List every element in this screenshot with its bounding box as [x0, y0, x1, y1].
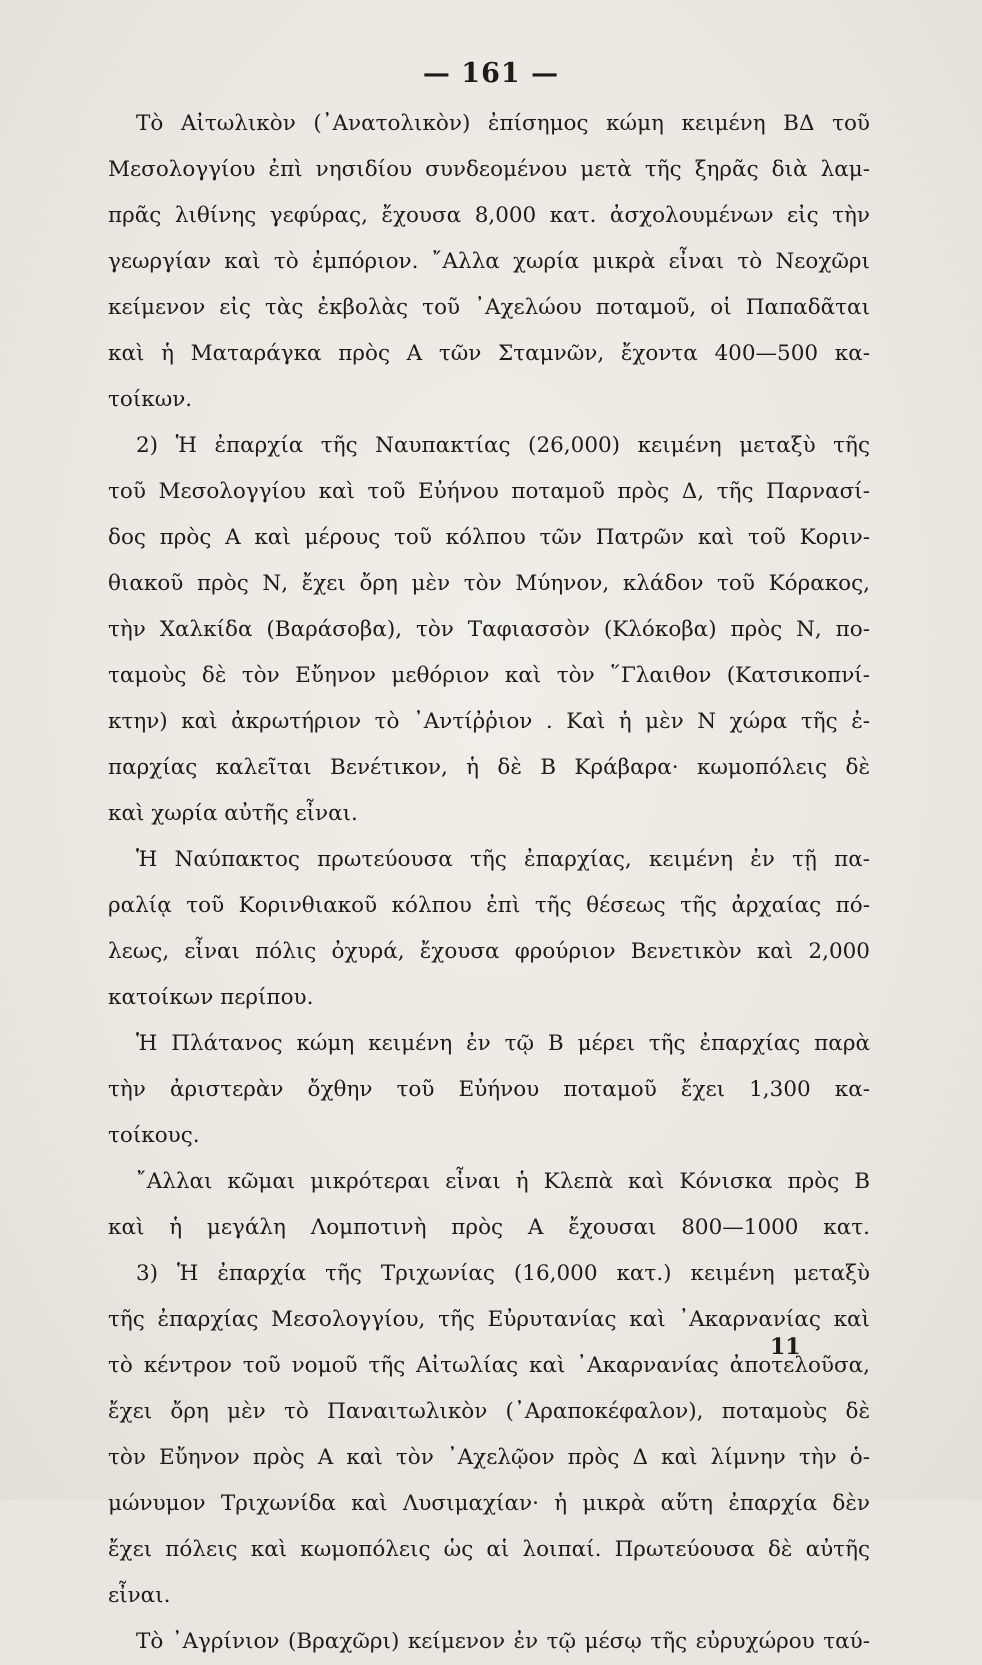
text-line: ἔχει πόλεις καὶ κωμοπόλεις ὡς αἱ λοιπαί. Πρωτεύουσα δὲ αὐτῆς: [108, 1537, 870, 1562]
text-line: λεως, εἶναι πόλις ὀχυρά, ἔχουσα φρούριον Βενετικὸν καὶ 2,000: [108, 939, 870, 964]
text-line: 3) Ἡ ἐπαρχία τῆς Τριχωνίας (16,000 κατ.) κειμένη μεταξὺ: [136, 1261, 870, 1286]
text-line: ἔχει ὄρη μὲν τὸ Παναιτωλικὸν (᾽Αραποκέφαλον), ποταμοὺς δὲ: [108, 1399, 870, 1424]
text-line: κείμενον εἰς τὰς ἐκβολὰς τοῦ ᾽Αχελώου ποταμοῦ, οἱ Παπαδᾶται: [108, 295, 870, 320]
text-line: τὸ κέντρον τοῦ νομοῦ τῆς Αἰτωλίας καὶ ᾽Ακαρνανίας ἀποτελοῦσα,: [108, 1353, 870, 1378]
text-line: δος πρὸς Α καὶ μέρους τοῦ κόλπου τῶν Πατρῶν καὶ τοῦ Κοριν-: [108, 525, 870, 550]
text-line: τὸν Εὔηνον πρὸς Α καὶ τὸν ᾽Αχελῷον πρὸς Δ καὶ λίμνην τὴν ὁ-: [108, 1445, 870, 1470]
text-line: γεωργίαν καὶ τὸ ἐμπόριον. ῎Αλλα χωρία μικρὰ εἶναι τὸ Νεοχῶρι: [108, 249, 870, 274]
text-line: ραλίᾳ τοῦ Κορινθιακοῦ κόλπου ἐπὶ τῆς θέσεως τῆς ἀρχαίας πό-: [108, 893, 870, 918]
text-line: τοῦ Μεσολογγίου καὶ τοῦ Εὐήνου ποταμοῦ πρὸς Δ, τῆς Παρνασί-: [108, 479, 870, 504]
text-line: τῆς ἐπαρχίας Μεσολογγίου, τῆς Εὐρυτανίας καὶ ᾽Ακαρνανίας καὶ: [108, 1307, 870, 1332]
text-line: τὴν Χαλκίδα (Βαράσοβα), τὸν Ταφιασσὸν (Κλόκοβα) πρὸς Ν, πο-: [108, 617, 870, 642]
text-line: Τὸ Αἰτωλικὸν (᾽Ανατολικὸν) ἐπίσημος κώμη κειμένη ΒΔ τοῦ: [136, 111, 870, 136]
text-line: τοίκων.: [108, 387, 193, 412]
text-line: Μεσολογγίου ἐπὶ νησιδίου συνδεομένου μετὰ τῆς ξηρᾶς διὰ λαμ-: [108, 157, 870, 182]
text-line: τὴν ἀριστερὰν ὄχθην τοῦ Εὐήνου ποταμοῦ ἔχει 1,300 κα-: [108, 1077, 870, 1102]
body-text: [108, 101, 870, 1665]
text-line: καὶ ἡ Ματαράγκα πρὸς Α τῶν Σταμνῶν, ἔχοντα 400—500 κα-: [108, 341, 870, 366]
text-line: τοίκους.: [108, 1123, 200, 1148]
text-line: Ἡ Ναύπακτος πρωτεύουσα τῆς ἐπαρχίας, κειμένη ἐν τῇ πα-: [136, 847, 870, 872]
text-line: ταμοὺς δὲ τὸν Εὔηνον μεθόριον καὶ τὸν ῞Γλαιθον (Κατσικοπνί-: [108, 663, 870, 688]
text-line: πρᾶς λιθίνης γεφύρας, ἔχουσα 8,000 κατ. ἀσχολουμένων εἰς τὴν: [108, 203, 870, 228]
text-line: κτην) καὶ ἀκρωτήριον τὸ ᾽Αντίῤῥιον . Καὶ ἡ μὲν Ν χώρα τῆς ἐ-: [108, 709, 870, 734]
page-number: — 161 —: [422, 58, 560, 89]
text-line: εἶναι.: [108, 1583, 171, 1608]
text-line: ῎Αλλαι κῶμαι μικρότεραι εἶναι ἡ Κλεπὰ καὶ Κόνισκα πρὸς Β: [136, 1169, 870, 1194]
text-line: Ἡ Πλάτανος κώμη κειμένη ἐν τῷ Β μέρει τῆς ἐπαρχίας παρὰ: [136, 1031, 870, 1056]
text-line: 2) Ἡ ἐπαρχία τῆς Ναυπακτίας (26,000) κειμένη μεταξὺ τῆς: [136, 433, 870, 458]
text-line: καὶ χωρία αὐτῆς εἶναι.: [108, 801, 358, 826]
text-line: παρχίας καλεῖται Βενέτικον, ἡ δὲ Β Κράβαρα· κωμοπόλεις δὲ: [108, 755, 870, 780]
text-line: θιακοῦ πρὸς Ν, ἔχει ὄρη μὲν τὸν Μύηνον, κλάδον τοῦ Κόρακος,: [108, 571, 870, 596]
text-line: Τὸ ᾽Αγρίνιον (Βραχῶρι) κείμενον ἐν τῷ μέσῳ τῆς εὐρυχώρου ταύ-: [136, 1629, 870, 1654]
text-line: μώνυμον Τριχωνίδα καὶ Λυσιμαχίαν· ἡ μικρὰ αὕτη ἐπαρχία δὲν: [108, 1491, 870, 1516]
signature-mark: 11: [770, 1334, 801, 1360]
text-line: κατοίκων περίπου.: [108, 985, 314, 1010]
text-line: καὶ ἡ μεγάλη Λομποτινὴ πρὸς Α ἔχουσαι 800—1000 κατ.: [108, 1215, 870, 1240]
